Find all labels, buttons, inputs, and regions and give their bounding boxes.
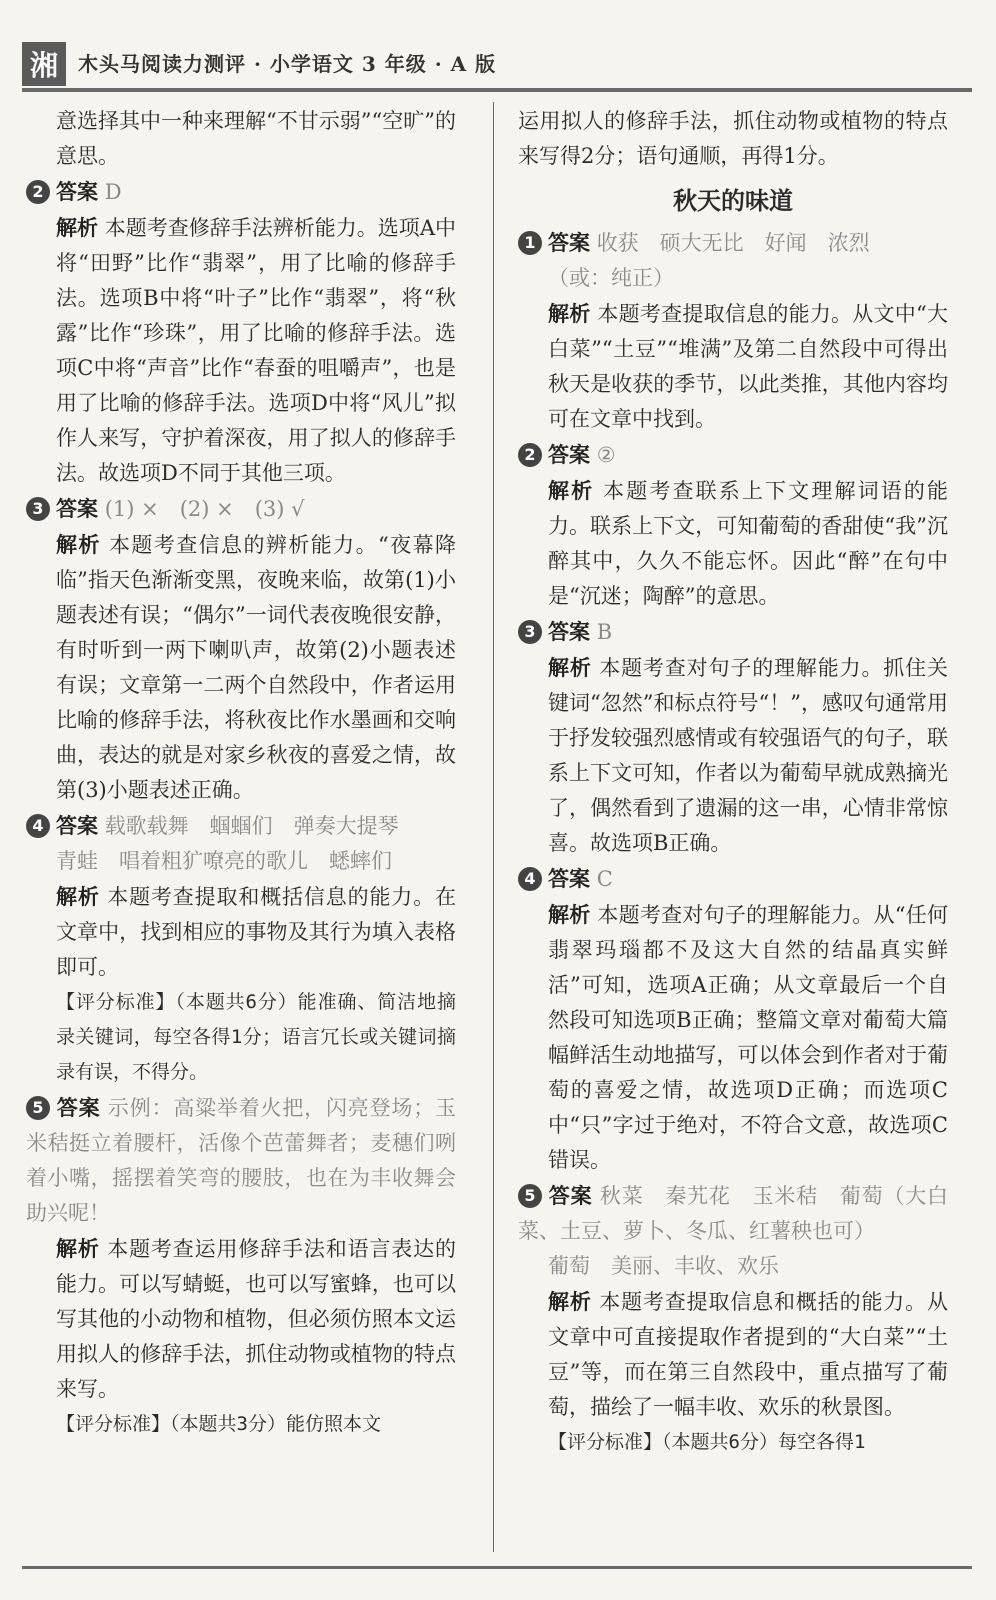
left-q4-standard: 【评分标准】（本题共6分）能准确、简洁地摘录关键词，每空各得1分；语言冗长或关键词摘录有误，不得分。 [56, 991, 456, 1083]
right-column [518, 104, 948, 1460]
left-q5-answer: 5 答案 示例：高粱举着火把，闪亮登场；玉米秸挺立着腰杆，活像个芭蕾舞者；麦穗们咧着小嘴，摇摆着笑弯的腰肢，也在为丰收舞会助兴呢！ [26, 1095, 456, 1225]
right-q4-analysis: 解析 本题考查对句子的理解能力。从“任何翡翠玛瑙都不及这大自然的结晶真实鲜活”可知，选项A正确；从文章最后一个自然段可知选项B正确；整篇文章对葡萄大篇幅鲜活生动地描写，可以体会到作者对于葡萄的喜爱之情，故选项D正确；而选项C中“只”字过于绝对，不符合文意，故选项C错误。 [548, 902, 948, 1172]
left-q3-answer: 3 答案 (1) × (2) × (3) √ [26, 491, 456, 527]
right-q3-analysis: 解析 本题考查对句子的理解能力。抓住关键词“忽然”和标点符号“！”，感叹句通常用于抒发较强烈感情或有较强语气的句子，联系上下文可知，作者以为葡萄早就成熟摘光了，偶然看到了遗漏的这一串，心情非常惊喜。故选项B正确。 [548, 655, 948, 855]
question-number: 3 [26, 497, 50, 521]
question-number: 3 [518, 620, 542, 644]
bottom-rule [22, 1566, 972, 1569]
column-divider [493, 102, 494, 1552]
right-q1-answer-line2: （或：纯正） [548, 266, 674, 290]
question-number: 5 [26, 1096, 50, 1120]
right-q1-answer: 1 答案 收获 硕大无比 好闻 浓烈 [518, 225, 948, 261]
left-q3-analysis: 解析 本题考查信息的辨析能力。“夜幕降临”指天色渐渐变黑，夜晚来临，故第(1)小题表述有误；“偶尔”一词代表夜晚很安静，有时听到一两下喇叭声，故第(2)小题表述有误；文章第一二两个自然段中，作者运用比喻的修辞手法，将秋夜比作水墨画和交响曲，表达的就是对家乡秋夜的喜爱之情，故第(3)小题表述正确。 [56, 532, 456, 802]
left-q4-answer-line2: 青蛙 唱着粗犷嘹亮的歌儿 蟋蟀们 [56, 849, 392, 873]
right-q2-answer: 2 答案 ② [518, 437, 948, 473]
right-q5-answer-line2: 葡萄 美丽、丰收、欢乐 [548, 1254, 779, 1278]
question-number: 1 [518, 231, 542, 255]
right-q5-answer: 5 答案 秋菜 秦艽花 玉米秸 葡萄（大白菜、土豆、萝卜、冬瓜、红薯秧也可） [518, 1183, 948, 1243]
right-q3-answer: 3 答案 B [518, 614, 948, 650]
left-q4-answer: 4 答案 载歌载舞 蝈蝈们 弹奏大提琴 [26, 808, 456, 844]
question-number: 2 [518, 443, 542, 467]
region-badge: 湘 [22, 42, 66, 86]
right-q4-answer: 4 答案 C [518, 861, 948, 897]
question-number: 4 [518, 867, 542, 891]
left-intro: 意选择其中一种来理解“不甘示弱”“空旷”的意思。 [56, 109, 456, 168]
right-q5-analysis: 解析 本题考查提取信息和概括的能力。从文章中可直接提取作者提到的“大白菜”“土豆”等，而在第三自然段中，重点描写了葡萄，描绘了一幅丰收、欢乐的秋景图。 [548, 1289, 948, 1419]
right-q1-analysis: 解析 本题考查提取信息的能力。从文中“大白菜”“土豆”“堆满”及第二自然段中可得出秋天是收获的季节，以此类推，其他内容均可在文章中找到。 [548, 301, 948, 431]
header-title: 木头马阅读力测评 · 小学语文 3 年级 · A 版 [78, 52, 497, 76]
question-number: 4 [26, 814, 50, 838]
left-q4-analysis: 解析 本题考查提取和概括信息的能力。在文章中，找到相应的事物及其行为填入表格即可。 [56, 884, 456, 979]
right-q5-standard: 【评分标准】（本题共6分）每空各得1 [548, 1431, 866, 1453]
question-number: 2 [26, 180, 50, 204]
left-column [26, 104, 456, 1442]
right-intro: 运用拟人的修辞手法，抓住动物或植物的特点来写得2分；语句通顺，再得1分。 [518, 109, 948, 168]
left-q5-analysis: 解析 本题考查运用修辞手法和语言表达的能力。可以写蜻蜓，也可以写蜜蜂，也可以写其他的小动物和植物，但必须仿照本文运用拟人的修辞手法，抓住动物或植物的特点来写。 [56, 1236, 456, 1401]
left-q2-analysis: 解析 本题考查修辞手法辨析能力。选项A中将“田野”比作“翡翠”，用了比喻的修辞手法。选项B中将“叶子”比作“翡翠”，将“秋露”比作“珍珠”，用了比喻的修辞手法。选项C中将“声音”比作“春蚕的咀嚼声”，也是用了比喻的修辞手法。选项D中将“风儿”拟作人来写，守护着深夜，用了拟人的修辞手法。故选项D不同于其他三项。 [56, 215, 456, 485]
top-rule [22, 88, 972, 92]
section-title: 秋天的味道 [673, 187, 793, 215]
right-q2-analysis: 解析 本题考查联系上下文理解词语的能力。联系上下文，可知葡萄的香甜使“我”沉醉其中，久久不能忘怀。因此“醉”在句中是“沉迷；陶醉”的意思。 [548, 478, 948, 608]
question-number: 5 [518, 1184, 542, 1208]
left-q2-answer: 2 答案 D [26, 174, 456, 210]
left-q5-standard: 【评分标准】（本题共3分）能仿照本文 [56, 1413, 381, 1435]
page-header [22, 42, 972, 92]
